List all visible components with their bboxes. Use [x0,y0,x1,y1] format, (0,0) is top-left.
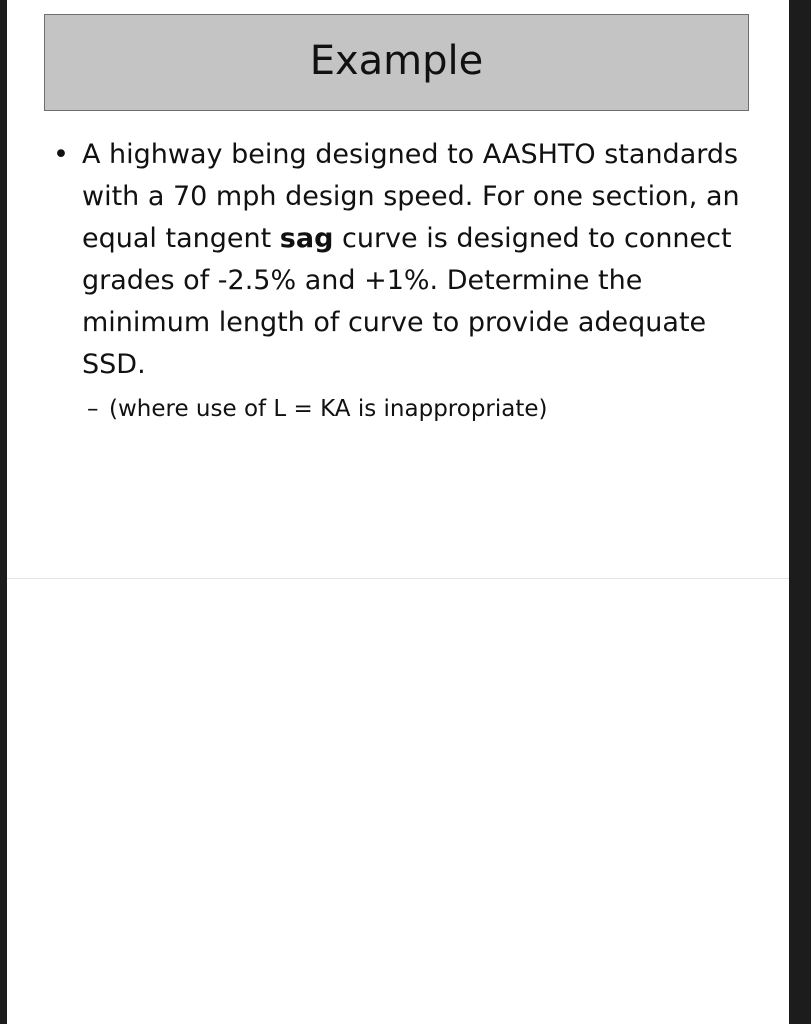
left-window-edge [0,0,7,1024]
bullet-marker: • [53,139,69,170]
bullet-list [49,134,759,424]
sub-bullet-marker: – [87,396,99,422]
slide-title: Example [309,37,484,84]
bullet-item [49,134,759,386]
right-window-edge [789,0,811,1024]
slide-title-box [44,14,749,111]
bullet-text-start: A highway being designed to AASHTO standards with a 70 mph design speed. For one section, an equal tangent [82,139,740,254]
sub-bullet-text: (where use of L = KA is inappropriate) [109,396,548,422]
slide-divider [7,578,789,579]
bullet-text-end: curve is designed to connect grades of -2.5% and +1%. Determine the minimum length of curve to provide adequate SSD. [82,223,732,380]
sub-bullet-item [49,394,759,424]
bullet-text-bold: sag [279,223,334,254]
slide-viewer [7,0,789,1024]
slide-page [7,0,789,578]
